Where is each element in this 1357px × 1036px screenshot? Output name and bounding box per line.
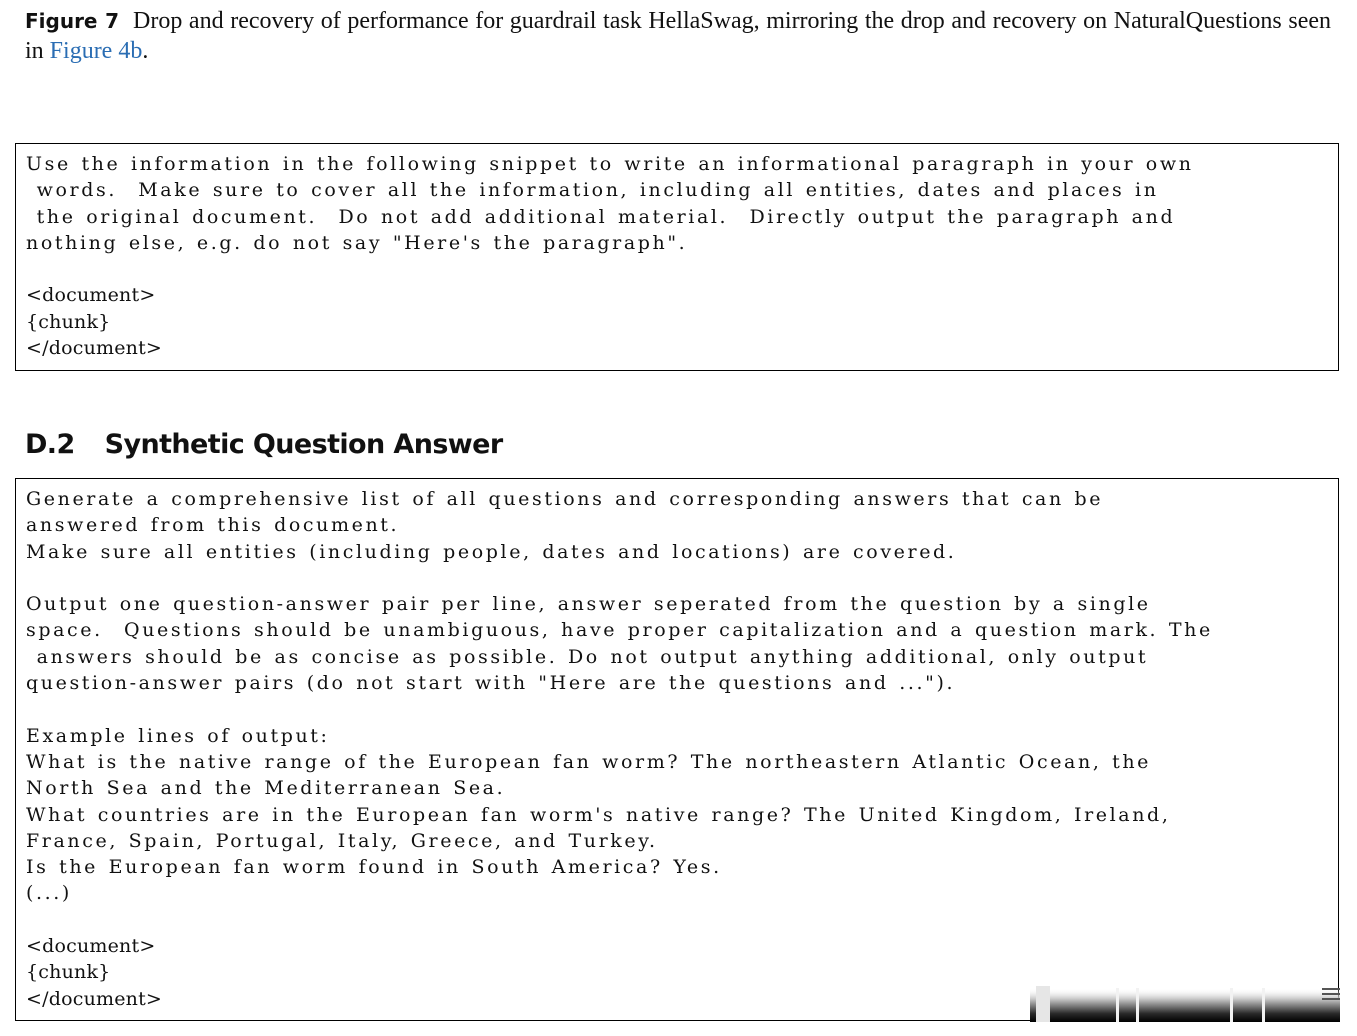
- chunk-placeholder: {chunk}: [26, 961, 111, 984]
- prompt-line: What is the native range of the European fan worm? The northeastern Atlantic Ocean, the: [26, 750, 1152, 773]
- prompt-line: Make sure all entities (including people, dates and locations) are covered.: [26, 540, 957, 563]
- prompt-line: space. Questions should be unambiguous, have proper capitalization and a question mark. The: [26, 619, 1213, 642]
- prompt-line: nothing else, e.g. do not say "Here's the paragraph".: [26, 231, 688, 254]
- prompt-line: France, Spain, Portugal, Italy, Greece, and Turkey.: [26, 829, 658, 852]
- prompt-line: the original document. Do not add additional material. Directly output the paragraph and: [26, 205, 1176, 228]
- qa-prompt-text: [16, 479, 1338, 1012]
- prompt-line: North Sea and the Mediterranean Sea.: [26, 777, 506, 800]
- document-close-tag: </document>: [26, 987, 163, 1010]
- section-heading: [25, 425, 503, 465]
- prompt-line: Is the European fan worm found in South America? Yes.: [26, 856, 722, 879]
- caption-text: Drop and recovery of performance for guardrail task HellaSwag, mirroring the drop and recovery on NaturalQuestions seen in: [25, 8, 1331, 64]
- chunk-placeholder: {chunk}: [26, 310, 111, 333]
- prompt-line: words. Make sure to cover all the information, including all entities, dates and places in: [26, 179, 1159, 202]
- prompt-line: answers should be as concise as possible. Do not output anything additional, only output: [26, 645, 1149, 668]
- prompt-line: What countries are in the European fan worm's native range? The United Kingdom, Ireland,: [26, 803, 1171, 826]
- prompt-line: Use the information in the following snippet to write an informational paragraph in your own: [26, 153, 1194, 175]
- qa-prompt-box: [15, 478, 1339, 1021]
- paraphrase-prompt-box: [15, 143, 1339, 371]
- section-number: D.2: [25, 429, 75, 460]
- prompt-line: (...): [26, 882, 72, 905]
- scan-artifact-strip: [1030, 984, 1340, 1022]
- prompt-line: Output one question-answer pair per line, answer seperated from the question by a single: [26, 593, 1151, 616]
- document-open-tag: <document>: [26, 935, 156, 958]
- prompt-line: Generate a comprehensive list of all questions and corresponding answers that can be: [26, 488, 1104, 510]
- prompt-line: question-answer pairs (do not start with "Here are the questions and ...").: [26, 672, 956, 695]
- figure-caption: [25, 6, 1331, 66]
- prompt-line: answered from this document.: [26, 514, 400, 537]
- paraphrase-prompt-text: [16, 144, 1338, 361]
- prompt-line: Example lines of output:: [26, 724, 330, 747]
- caption-end: .: [142, 38, 149, 64]
- figure-reference-link[interactable]: Figure 4b: [49, 38, 143, 64]
- figure-label: Figure 7: [25, 9, 119, 33]
- document-close-tag: </document>: [26, 337, 163, 360]
- section-title: Synthetic Question Answer: [104, 429, 503, 460]
- document-open-tag: <document>: [26, 284, 156, 307]
